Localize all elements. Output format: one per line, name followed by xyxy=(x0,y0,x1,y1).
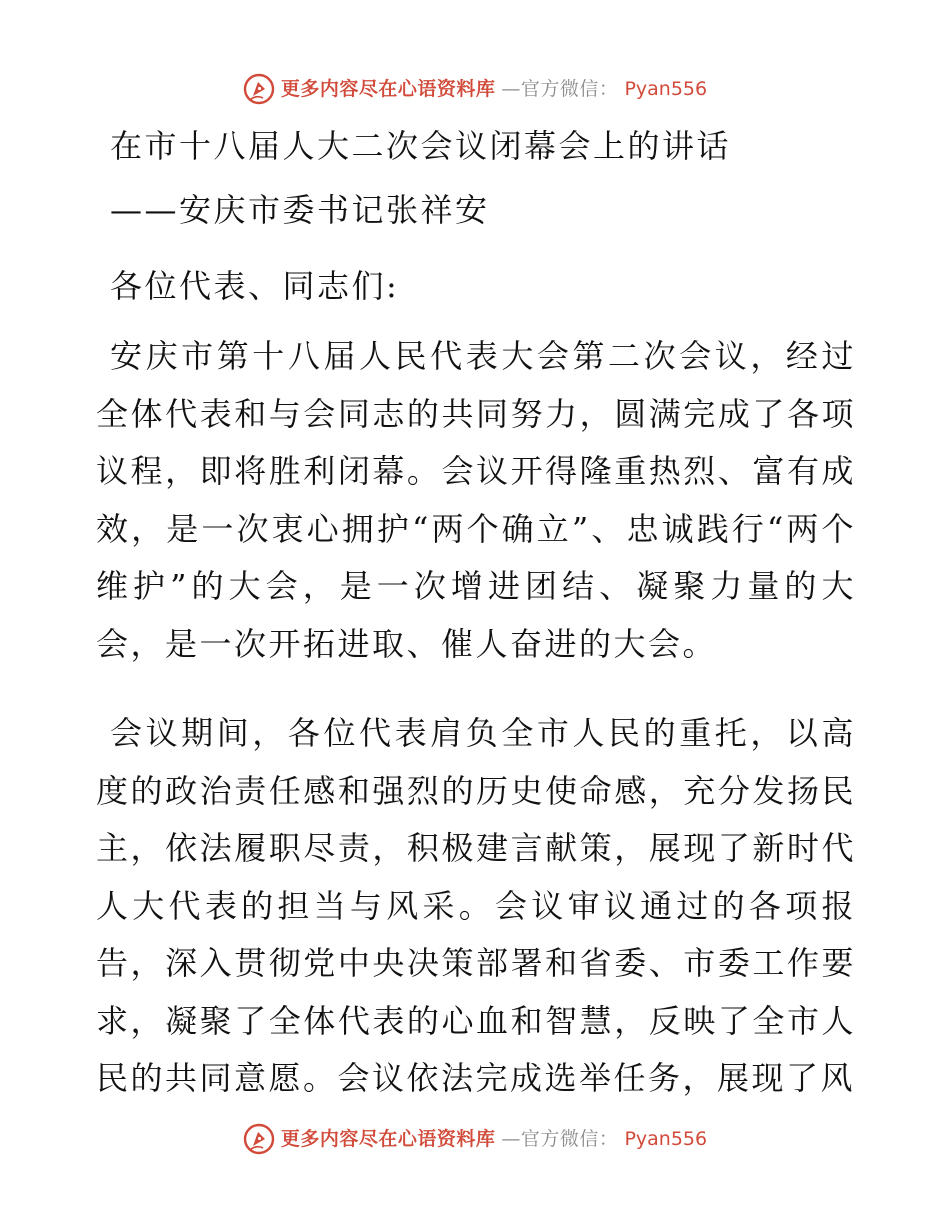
watermark-separator: —官方微信： xyxy=(501,78,619,100)
watermark-footer xyxy=(0,1122,950,1156)
document-title: 在市十八届人大二次会议闭幕会上的讲话 xyxy=(110,127,732,165)
pen-nib-circle-icon xyxy=(243,73,275,105)
watermark-wechat-id: Pyan556 xyxy=(624,78,708,100)
paragraph-2: 会议期间，各位代表肩负全市人民的重托，以高度的政治责任感和强烈的历史使命感，充分发扬民主，依法履职尽责，积极建言献策，展现了新时代人大代表的担当与风采。会议审议通过的各项报告，深入贯彻党中央决策部署和省委、市委工作要求，凝聚了全体代表的心血和智慧，反映了全市人民的共同意愿。会议依法完成选举任务，展现了风 xyxy=(96,714,856,1097)
document-body xyxy=(96,118,856,1140)
watermark-text: 更多内容尽在心语资料库 xyxy=(280,1128,496,1150)
watermark-text: 更多内容尽在心语资料库 xyxy=(280,78,496,100)
watermark-header xyxy=(0,72,950,106)
salutation: 各位代表、同志们: xyxy=(110,267,400,305)
document-byline: ——安庆市委书记张祥安 xyxy=(110,191,490,229)
watermark-separator: —官方微信： xyxy=(501,1128,619,1150)
watermark-wechat-id: Pyan556 xyxy=(624,1128,708,1150)
paragraph-1: 安庆市第十八届人民代表大会第二次会议，经过全体代表和与会同志的共同努力，圆满完成了各项议程，即将胜利闭幕。会议开得隆重热烈、富有成效，是一次衷心拥护“两个确立”、忠诚践行“两个维护”的大会，是一次增进团结、凝聚力量的大会，是一次开拓进取、催人奋进的大会。 xyxy=(96,337,856,663)
pen-nib-circle-icon xyxy=(243,1123,275,1155)
